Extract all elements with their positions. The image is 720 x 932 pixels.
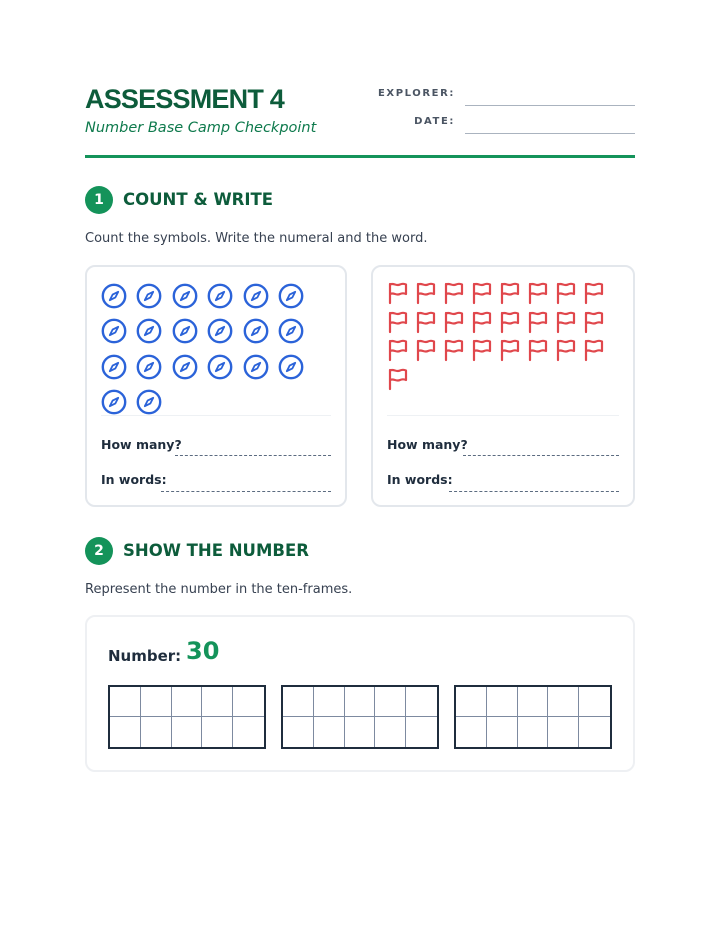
number-label: Number:	[108, 647, 182, 665]
ten-frame-cell[interactable]	[579, 687, 610, 717]
symbol-area	[101, 281, 333, 415]
flag-icon	[499, 281, 521, 305]
ten-frame-cell[interactable]	[141, 717, 172, 747]
compass-icon	[278, 318, 304, 344]
ten-frame-cell[interactable]	[375, 717, 406, 747]
section-2-badge: 2	[85, 537, 113, 565]
ten-frame-cell[interactable]	[456, 687, 487, 717]
compass-icon	[136, 318, 162, 344]
ten-frame-cell[interactable]	[487, 717, 518, 747]
in-words-answer-line[interactable]	[161, 491, 331, 492]
flag-icon	[583, 281, 605, 305]
compass-icon	[207, 318, 233, 344]
compass-icon	[243, 318, 269, 344]
ten-frame	[454, 685, 612, 749]
page-title: ASSESSMENT 4	[85, 84, 284, 114]
symbol-area	[387, 281, 619, 415]
how-many-answer-line[interactable]	[463, 455, 619, 456]
flag-icon	[555, 338, 577, 362]
flag-icon	[415, 338, 437, 362]
flag-icon	[527, 310, 549, 334]
flag-icon	[527, 281, 549, 305]
ten-frame-cell[interactable]	[518, 717, 549, 747]
compass-icon	[136, 283, 162, 309]
ten-frame-cell[interactable]	[518, 687, 549, 717]
compass-icon	[172, 354, 198, 380]
ten-frame	[108, 685, 266, 749]
flag-icon	[471, 310, 493, 334]
explorer-field[interactable]	[375, 84, 635, 106]
ten-frame-cell[interactable]	[314, 687, 345, 717]
flag-icon	[387, 281, 409, 305]
ten-frame-cell[interactable]	[314, 717, 345, 747]
compass-icon	[101, 389, 127, 415]
compass-icon	[101, 318, 127, 344]
ten-frame-cell[interactable]	[579, 717, 610, 747]
ten-frame-cell[interactable]	[233, 687, 264, 717]
date-line[interactable]	[465, 133, 635, 134]
flag-icon	[471, 338, 493, 362]
section-2-title: SHOW THE NUMBER	[123, 541, 309, 560]
page-subtitle: Number Base Camp Checkpoint	[85, 120, 317, 136]
ten-frame-cell[interactable]	[172, 687, 203, 717]
compass-icon	[101, 354, 127, 380]
count-card-flags	[371, 265, 635, 507]
header-rule	[85, 155, 635, 158]
section-1-title: COUNT & WRITE	[123, 190, 274, 209]
flag-icon	[583, 310, 605, 334]
ten-frame-cell[interactable]	[406, 717, 437, 747]
ten-frame-cell[interactable]	[233, 717, 264, 747]
ten-frame-cell[interactable]	[456, 717, 487, 747]
ten-frame-cell[interactable]	[548, 687, 579, 717]
compass-icon	[136, 354, 162, 380]
ten-frame-cell[interactable]	[283, 717, 314, 747]
section-1-badge: 1	[85, 186, 113, 214]
number-value: 30	[186, 637, 220, 665]
ten-frame-cell[interactable]	[141, 687, 172, 717]
how-many-answer-line[interactable]	[175, 455, 331, 456]
card-divider	[101, 415, 331, 416]
flag-icon	[443, 310, 465, 334]
date-field[interactable]	[375, 112, 635, 134]
worksheet-header	[85, 84, 635, 160]
compass-icon	[172, 318, 198, 344]
flag-icon	[499, 310, 521, 334]
ten-frame-cell[interactable]	[345, 717, 376, 747]
flag-icon	[583, 338, 605, 362]
ten-frame-cell[interactable]	[487, 687, 518, 717]
flag-icon	[387, 367, 409, 391]
ten-frame	[281, 685, 439, 749]
flag-icon	[415, 310, 437, 334]
flag-icon	[499, 338, 521, 362]
count-card-compasses	[85, 265, 347, 507]
section-2-heading	[85, 537, 635, 567]
compass-icon	[172, 283, 198, 309]
ten-frame-cell[interactable]	[375, 687, 406, 717]
flag-icon	[443, 338, 465, 362]
flag-icon	[387, 310, 409, 334]
ten-frame-cell[interactable]	[110, 717, 141, 747]
compass-icon	[136, 389, 162, 415]
ten-frame-cell[interactable]	[406, 687, 437, 717]
compass-icon	[207, 354, 233, 380]
flag-icon	[415, 281, 437, 305]
explorer-label: EXPLORER:	[377, 88, 455, 99]
ten-frame-cell[interactable]	[110, 687, 141, 717]
compass-icon	[101, 283, 127, 309]
compass-icon	[243, 354, 269, 380]
show-number-panel	[85, 615, 635, 772]
section-1-heading	[85, 186, 635, 216]
ten-frame-cell[interactable]	[172, 717, 203, 747]
flag-icon	[555, 281, 577, 305]
section-1-instruction: Count the symbols. Write the numeral and the word.	[85, 231, 428, 246]
ten-frame-cell[interactable]	[345, 687, 376, 717]
how-many-label: How many?	[387, 437, 468, 452]
flag-icon	[555, 310, 577, 334]
ten-frame-cell[interactable]	[283, 687, 314, 717]
flag-icon	[387, 338, 409, 362]
ten-frame-cell[interactable]	[202, 717, 233, 747]
compass-icon	[243, 283, 269, 309]
ten-frame-cell[interactable]	[548, 717, 579, 747]
flag-icon	[471, 281, 493, 305]
flag-icon	[443, 281, 465, 305]
ten-frame-cell[interactable]	[202, 687, 233, 717]
in-words-answer-line[interactable]	[449, 491, 619, 492]
compass-icon	[278, 354, 304, 380]
how-many-label: How many?	[101, 437, 182, 452]
section-2-instruction: Represent the number in the ten-frames.	[85, 582, 353, 597]
compass-icon	[207, 283, 233, 309]
date-label: DATE:	[414, 116, 455, 127]
in-words-label: In words:	[101, 472, 167, 487]
flag-icon	[527, 338, 549, 362]
in-words-label: In words:	[387, 472, 453, 487]
explorer-line[interactable]	[465, 105, 635, 106]
compass-icon	[278, 283, 304, 309]
card-divider	[387, 415, 619, 416]
